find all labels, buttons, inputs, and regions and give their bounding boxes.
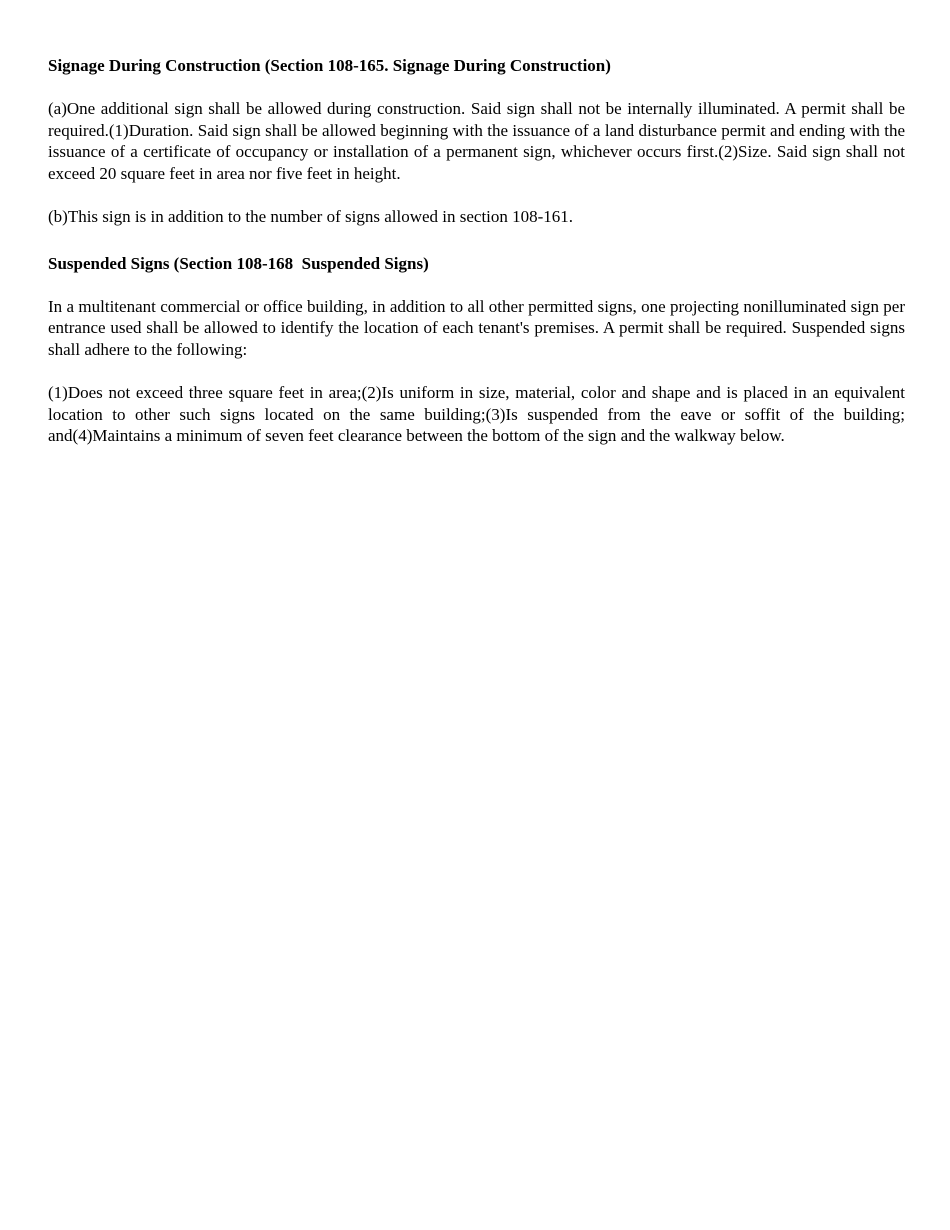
section-signage-during-construction — [48, 55, 905, 228]
document-page — [48, 55, 905, 469]
paragraph-requirements-list: (1)Does not exceed three square feet in area;(2)Is uniform in size, material, color and shape and is placed in an equivalent location to other such signs located on the same building;(3)Is suspended from the eave or soffit of the building; and(4)Maintains a minimum of seven feet clearance between the bottom of the sign and the walkway below. — [48, 383, 905, 445]
paragraph-b: (b)This sign is in addition to the number of signs allowed in section 108-161. — [48, 207, 574, 226]
section-suspended-signs — [48, 253, 905, 447]
paragraph-intro: In a multitenant commercial or office building, in addition to all other permitted signs, one projecting nonilluminated sign per entrance used shall be allowed to identify the location of each tenant's premises. A permit shall be required. Suspended signs shall adhere to the following: — [48, 296, 905, 359]
section-heading: Suspended Signs (Section 108-168 Suspended Signs) — [48, 253, 429, 273]
paragraph-a: (a)One additional sign shall be allowed during construction. Said sign shall not be internally illuminated. A permit shall be required.(1)Duration. Said sign shall be allowed beginning with the issuance of a land disturbance permit and ending with the issuance of a certificate of occupancy or installation of a permanent sign, whichever occurs first.(2)Size. Said sign shall not exceed 20 square feet in area nor five feet in height. — [48, 99, 905, 183]
section-heading: Signage During Construction (Section 108-165. Signage During Construction) — [48, 56, 611, 75]
